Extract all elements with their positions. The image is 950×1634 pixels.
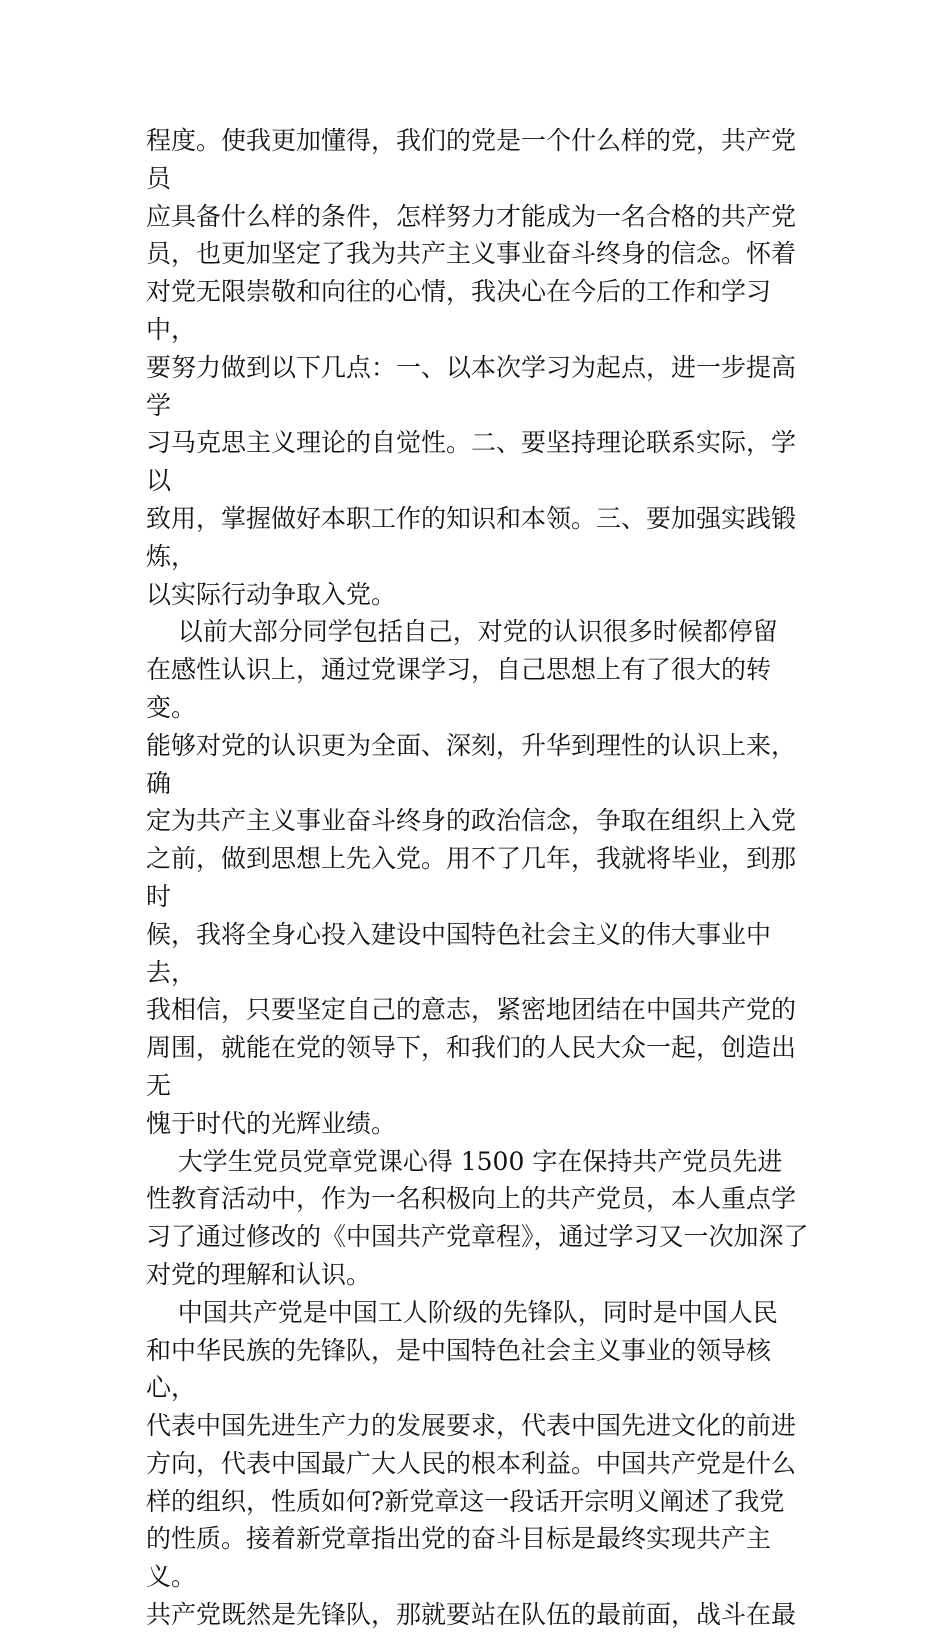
paragraph-3: 大学生党员党章党课心得 1500 字在保持共产党员先进 性教育活动中，作为一名积极向上的共产党员，本人重点学 习了通过修改的《中国共产党章程》，通过学习又一次加深了 对党的理解和认识。	[146, 1146, 809, 1289]
paragraph-2: 以前大部分同学包括自己，对党的认识很多时候都停留 在感性认识上，通过党课学习，自己思想上有了很大的转变。 能够对党的认识更为全面、深刻，升华到理性的认识上来，确 定为共产主义事业奋斗终身的政治信念，争取在组织上入党 之前，做到思想上先入党。用不了几年，我就将毕业，到那时 候，我将全身心投入建设中国特色社会主义的伟大事业中去， 我相信，只要坚定自己的意志，紧密地团结在中国共产党的 周围，就能在党的领导下，和我们的人民大众一起，创造出无 愧于时代的光辉业绩。	[146, 617, 797, 1138]
body-text	[146, 122, 810, 1634]
paragraph-1: 程度。使我更加懂得，我们的党是一个什么样的党，共产党员 应具备什么样的条件，怎样努力才能成为一名合格的共产党 员，也更加坚定了我为共产主义事业奋斗终身的信念。怀着 对党无限崇敬和向往的心情，我决心在今后的工作和学习中， 要努力做到以下几点：一、以本次学习为起点，进一步提高学 习马克思主义理论的自觉性。二、要坚持理论联系实际，学以 致用，掌握做好本职工作的知识和本领。三、要加强实践锻炼， 以实际行动争取入党。	[146, 126, 797, 609]
paragraph-4: 中国共产党是中国工人阶级的先锋队，同时是中国人民 和中华民族的先锋队，是中国特色社会主义事业的领导核心， 代表中国先进生产力的发展要求，代表中国先进文化的前进 方向，代表中国最广大人民的根本利益。中国共产党是什么 样的组织，性质如何?新党章这一段话开宗明义阐述了我党 的性质。接着新党章指出党的奋斗目标是最终实现共产主义。 共产党既然是先锋队，那就要站在队伍的最前面，战斗在最	[146, 1297, 797, 1630]
